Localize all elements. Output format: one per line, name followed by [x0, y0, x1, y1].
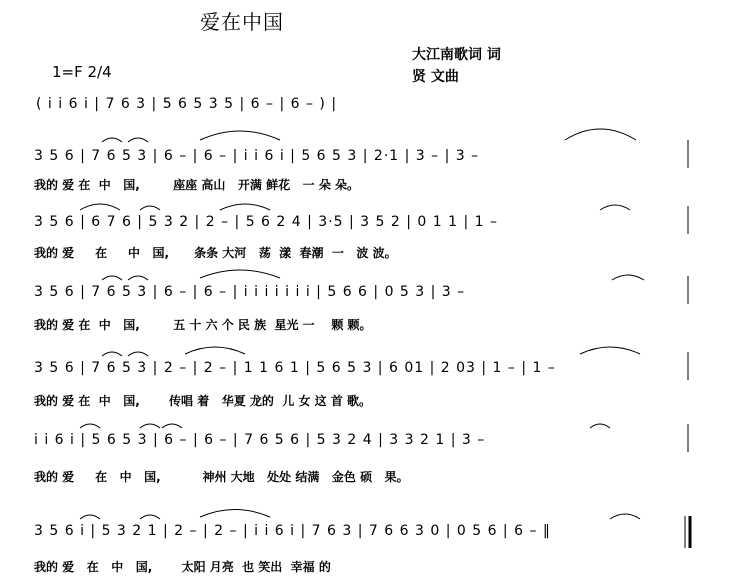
song-title: 爱在中国: [200, 10, 284, 34]
notes-line-3: 3 5 6 | 7 6 5 3 | 6 – | 6 – | i i i i i i i | 5 6 6 | 0 5 3 | 3 –: [34, 284, 466, 300]
slur: [140, 206, 160, 210]
slur: [128, 352, 148, 356]
slur: [200, 510, 270, 518]
slur: [220, 204, 270, 210]
notes-line-5: i i 6 i | 5 6 5 3 | 6 – | 6 – | 7 6 5 6 | 5 3 2 4 | 3 3 2 1 | 3 –: [34, 432, 486, 448]
notes-line-6: 3 5 6 i | 5 3 2 1 | 2 – | 2 – | i i 6 i | 7 6 3 | 7 6 6 3 0 | 0 5 6 | 6 – ‖: [34, 523, 551, 539]
lyrics-line-3: 我的 爱 在 中 国, 五 十 六 个 民 族 星光 一 颗 颗。: [34, 318, 372, 332]
slur: [128, 138, 148, 142]
notes-line-1: 3 5 6 | 7 6 5 3 | 6 – | 6 – | i i 6 i | 5 6 5 3 | 2·1 | 3 – | 3 –: [34, 148, 480, 164]
slur: [140, 515, 160, 519]
slur: [102, 352, 122, 356]
intro-notes: ( i i 6 i | 7 6 3 | 5 6 5 3 5 | 6 – | 6 – ) |: [36, 96, 338, 112]
lyricist-credit: 大江南歌词 词: [412, 47, 501, 63]
slur: [80, 424, 100, 428]
slur: [128, 276, 148, 280]
slur: [590, 424, 610, 428]
slur: [612, 275, 644, 280]
slur: [565, 129, 636, 140]
slur: [200, 131, 280, 140]
lyrics-line-4: 我的 爱 在 中 国, 传唱 着 华夏 龙的 儿 女 这 首 歌。: [34, 394, 372, 408]
key-signature: 1=F 2/4: [52, 63, 112, 81]
lyrics-line-1: 我的 爱 在 中 国, 座座 高山 开满 鲜花 一 朵 朵。: [34, 178, 360, 192]
slur: [140, 424, 160, 428]
slur: [610, 514, 640, 519]
notes-line-4: 3 5 6 | 7 6 5 3 | 2 – | 2 – | 1 1 6 1 | 5 6 5 3 | 6 01 | 2 03 | 1 – | 1 –: [34, 360, 556, 376]
slur: [600, 205, 630, 210]
slur: [102, 138, 122, 142]
lyrics-line-2: 我的 爱 在 中 国, 条条 大河 荡 漾 春潮 一 波 波。: [34, 246, 397, 260]
slur: [102, 276, 122, 280]
composer-credit: 贤 文曲: [412, 69, 459, 85]
slur: [200, 270, 280, 278]
slur: [162, 424, 182, 428]
slur: [185, 347, 245, 354]
slur: [80, 204, 120, 210]
notes-line-2: 3 5 6 | 6 7 6 | 5 3 2 | 2 – | 5 6 2 4 | 3·5 | 3 5 2 | 0 1 1 | 1 –: [34, 214, 499, 230]
slur: [80, 515, 100, 519]
lyrics-line-6: 我的 爱 在 中 国, 太阳 月亮 也 笑出 幸福 的: [34, 560, 331, 574]
lyrics-line-5: 我的 爱 在 中 国, 神州 大地 处处 结满 金色 硕 果。: [34, 470, 409, 484]
slur: [580, 347, 640, 354]
